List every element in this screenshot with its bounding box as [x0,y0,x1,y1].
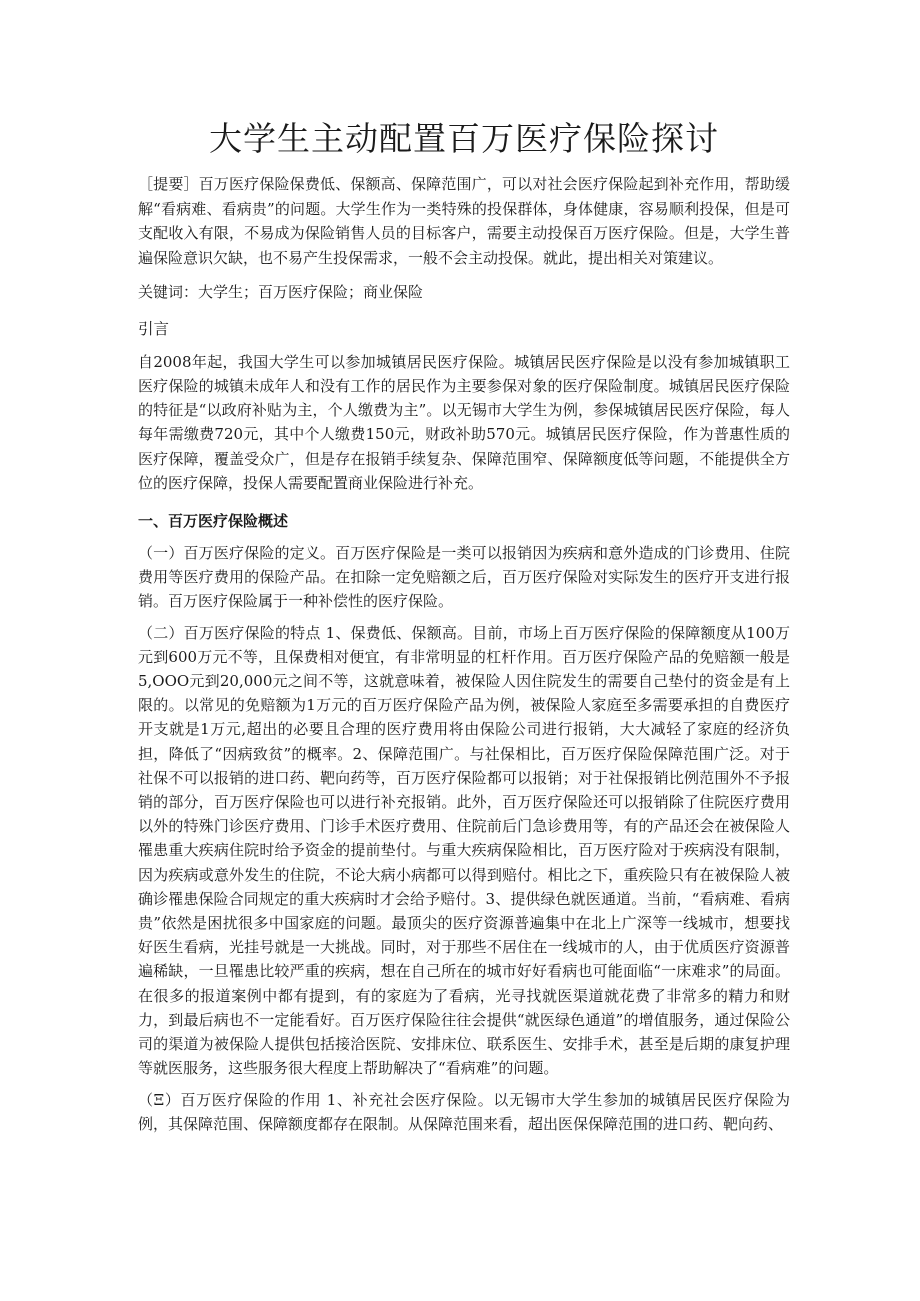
section1-paragraph-2: （二）百万医疗保险的特点 1、保费低、保额高。目前，市场上百万医疗保险的保障额度从100万元到600万元不等，且保费相对便宜，有非常明显的杠杆作用。百万医疗保险产品的免赔额一般是5,OOO元到20,000元之间不等，这就意味着，被保险人因住院发生的需要自己垫付的资金是有上限的。以常见的免赔额为1万元的百万医疗保险产品为例，被保险人家庭至多需要承担的自费医疗开支就是1万元,超出的必要且合理的医疗费用将由保险公司进行报销，大大减轻了家庭的经济负担，降低了“因病致贫”的概率。2、保障范围广。与社保相比，百万医疗保险保障范围广泛。对于社保不可以报销的进口药、靶向药等，百万医疗保险都可以报销；对于社保报销比例范围外不予报销的部分，百万医疗保险也可以进行补充报销。此外，百万医疗保险还可以报销除了住院医疗费用以外的特殊门诊医疗费用、门诊手术医疗费用、住院前后门急诊费用等，有的产品还会在被保险人罹患重大疾病住院时给予资金的提前垫付。与重大疾病保险相比，百万医疗险对于疾病没有限制，因为疾病或意外发生的住院，不论大病小病都可以得到赔付。相比之下，重疾险只有在被保险人被确诊罹患保险合同规定的重大疾病时才会给予赔付。3、提供绿色就医通道。当前，“看病难、看病贵”依然是困扰很多中国家庭的问题。最顶尖的医疗资源普遍集中在北上广深等一线城市，想要找好医生看病，光挂号就是一大挑战。同时，对于那些不居住在一线城市的人，由于优质医疗资源普遍稀缺，一旦罹患比较严重的疾病，想在自己所在的城市好好看病也可能面临“一床难求”的局面。在很多的报道案例中都有提到，有的家庭为了看病，光寻找就医渠道就花费了非常多的精力和财力，到最后病也不一定能看好。百万医疗保险往往会提供“就医绿色通道”的增值服务，通过保险公司的渠道为被保险人提供包括接洽医院、安排床位、联系医生、安排手术，甚至是后期的康复护理等就医服务，这些服务很大程度上帮助解决了“看病难”的问题。 [138,623,790,1078]
intro-paragraph: 自2008年起，我国大学生可以参加城镇居民医疗保险。城镇居民医疗保险是以没有参加城镇职工医疗保险的城镇未成年人和没有工作的居民作为主要参保对象的医疗保险制度。城镇居民医疗保险的特征是“以政府补贴为主，个人缴费为主”。以无锡市大学生为例，参保城镇居民医疗保险，每人每年需缴费720元，其中个人缴费150元，财政补助570元。城镇居民医疗保险，作为普惠性质的医疗保障，覆盖受众广，但是存在报销手续复杂、保障范围窄、保障额度低等问题，不能提供全方位的医疗保障，投保人需要配置商业保险进行补充。 [138,352,790,492]
keywords-text: 大学生；百万医疗保险；商业保险 [198,282,424,301]
abstract-paragraph [138,172,790,270]
document-page [138,116,790,1136]
intro-heading: 引言 [138,320,170,338]
keywords-label: 关键词： [138,283,199,301]
abstract-label: ［提要］ [138,176,199,193]
section1-heading: 一、百万医疗保险概述 [138,513,289,531]
keywords-line [138,280,790,305]
abstract-text: 百万医疗保险保费低、保额高、保障范围广，可以对社会医疗保险起到补充作用，帮助缓解“看病难、看病贵”的问题。大学生作为一类特殊的投保群体，身体健康，容易顺利投保，但是可支配收入有限，不易成为保险销售人员的目标客户，需要主动投保百万医疗保险。但是，大学生普遍保险意识欠缺，也不易产生投保需求，一般不会主动投保。就此，提出相关对策建议。 [138,175,790,267]
document-title: 大学生主动配置百万医疗保险探讨 [209,119,719,158]
section1-paragraph-3: （Ξ）百万医疗保险的作用 1、补充社会医疗保险。以无锡市大学生参加的城镇居民医疗保险为例，其保障范围、保障额度都存在限制。从保障范围来看，超出医保保障范围的进口药、靶向药、 [138,1090,790,1133]
section1-paragraph-1: （一）百万医疗保险的定义。百万医疗保险是一类可以报销因为疾病和意外造成的门诊费用、住院费用等医疗费用的保险产品。在扣除一定免赔额之后，百万医疗保险对实际发生的医疗开支进行报销。百万医疗保险属于一种补偿性的医疗保险。 [138,544,790,611]
